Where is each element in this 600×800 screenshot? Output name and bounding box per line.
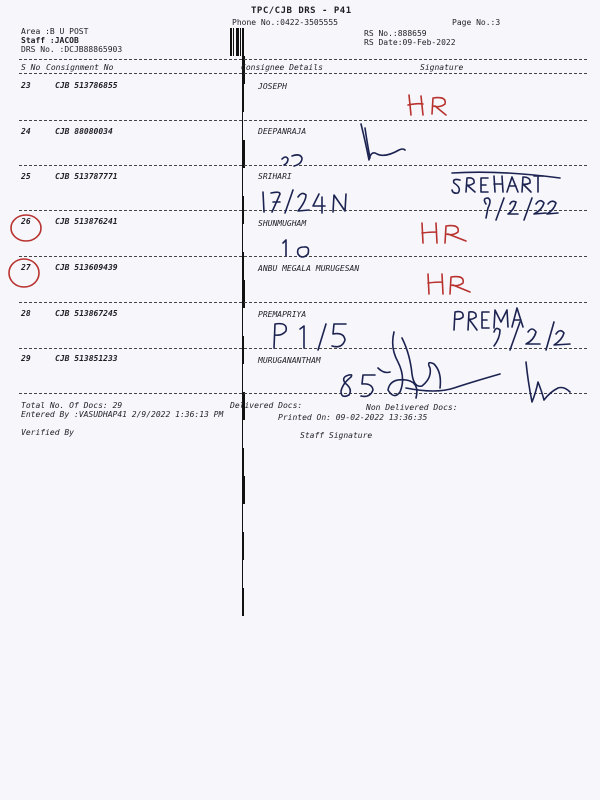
row-consignment: CJB 513851233 [55, 354, 118, 363]
divider [19, 302, 587, 303]
row-sno: 26 [21, 217, 31, 226]
staff-label: Staff :JACOB [21, 36, 79, 45]
delivered-docs: Delivered Docs: [230, 401, 303, 410]
divider [19, 165, 587, 166]
row-sno: 24 [21, 127, 31, 136]
circle-mark-row27 [6, 256, 42, 290]
divider [19, 348, 587, 349]
rs-number: RS No.:888659 [364, 29, 427, 38]
handwritten-signature-prema [448, 302, 578, 352]
handwritten-signature-row29 [376, 328, 506, 414]
page-number: Page No.:3 [452, 18, 501, 27]
area-label: Area :B U POST [21, 27, 89, 36]
row-consignment: CJB 88080034 [55, 127, 113, 136]
col-consignment: Consignment No [46, 63, 114, 72]
row-consignee: PREMAPRIYA [258, 310, 307, 319]
divider [19, 210, 587, 211]
row-consignee: SHUNMUGHAM [258, 219, 307, 228]
handwritten-hr-row27 [424, 270, 484, 298]
row-consignee: DEEPANRAJA [258, 127, 307, 136]
entered-by: Entered By :VASUDHAP41 2/9/2022 1:36:13 PM [21, 410, 224, 419]
row-sno: 29 [21, 354, 31, 363]
handwritten-85 [337, 371, 381, 401]
col-consignee: Consignee Details [241, 63, 323, 72]
phone-number: Phone No.:0422-3505555 [232, 18, 338, 27]
sheet-title: TPC/CJB DRS - P41 [251, 6, 352, 16]
non-delivered-docs: Non Delivered Docs: [366, 403, 458, 412]
row-consignment: CJB 513787771 [55, 172, 118, 181]
staff-signature-mark [520, 352, 580, 412]
row-consignee: ANBU MEGALA MURUGESAN [258, 264, 360, 273]
row-consignment: CJB 513876241 [55, 217, 118, 226]
row-sno: 25 [21, 172, 31, 181]
handwritten-p-1-5 [266, 318, 356, 352]
row-sno: 28 [21, 309, 31, 318]
row-consignee: MURUGANANTHAM [258, 356, 321, 365]
col-signature: Signature [420, 63, 464, 72]
handwritten-hr-row26 [418, 219, 478, 247]
verified-by: Verified By [21, 428, 74, 437]
row-consignee: JOSEPH [258, 82, 287, 91]
divider [19, 59, 587, 60]
drs-number: DRS No. :DCJB88865903 [21, 45, 123, 54]
handwritten-signature-srihari [450, 168, 570, 226]
divider [19, 256, 587, 257]
total-docs: Total No. Of Docs: 29 [21, 401, 123, 410]
row-consignment: CJB 513609439 [55, 263, 118, 272]
row-consignee: SRIHARI [258, 172, 292, 181]
row-sno: 23 [21, 81, 31, 90]
staff-signature-label: Staff Signature [300, 431, 373, 440]
barcode [230, 28, 356, 56]
handwritten-signature-row24 [355, 120, 413, 168]
divider [19, 120, 587, 121]
col-sno: S No [21, 63, 41, 72]
handwritten-17-24n [258, 186, 358, 216]
divider [19, 393, 587, 394]
row-sno: 27 [21, 263, 31, 272]
divider [19, 73, 587, 74]
row-consignment: CJB 513867245 [55, 309, 118, 318]
row-consignment: CJB 513786855 [55, 81, 118, 90]
printed-on: Printed On: 09-02-2022 13:36:35 [278, 413, 428, 422]
rs-date: RS Date:09-Feb-2022 [364, 38, 456, 47]
handwritten-hr-row23 [405, 93, 465, 119]
